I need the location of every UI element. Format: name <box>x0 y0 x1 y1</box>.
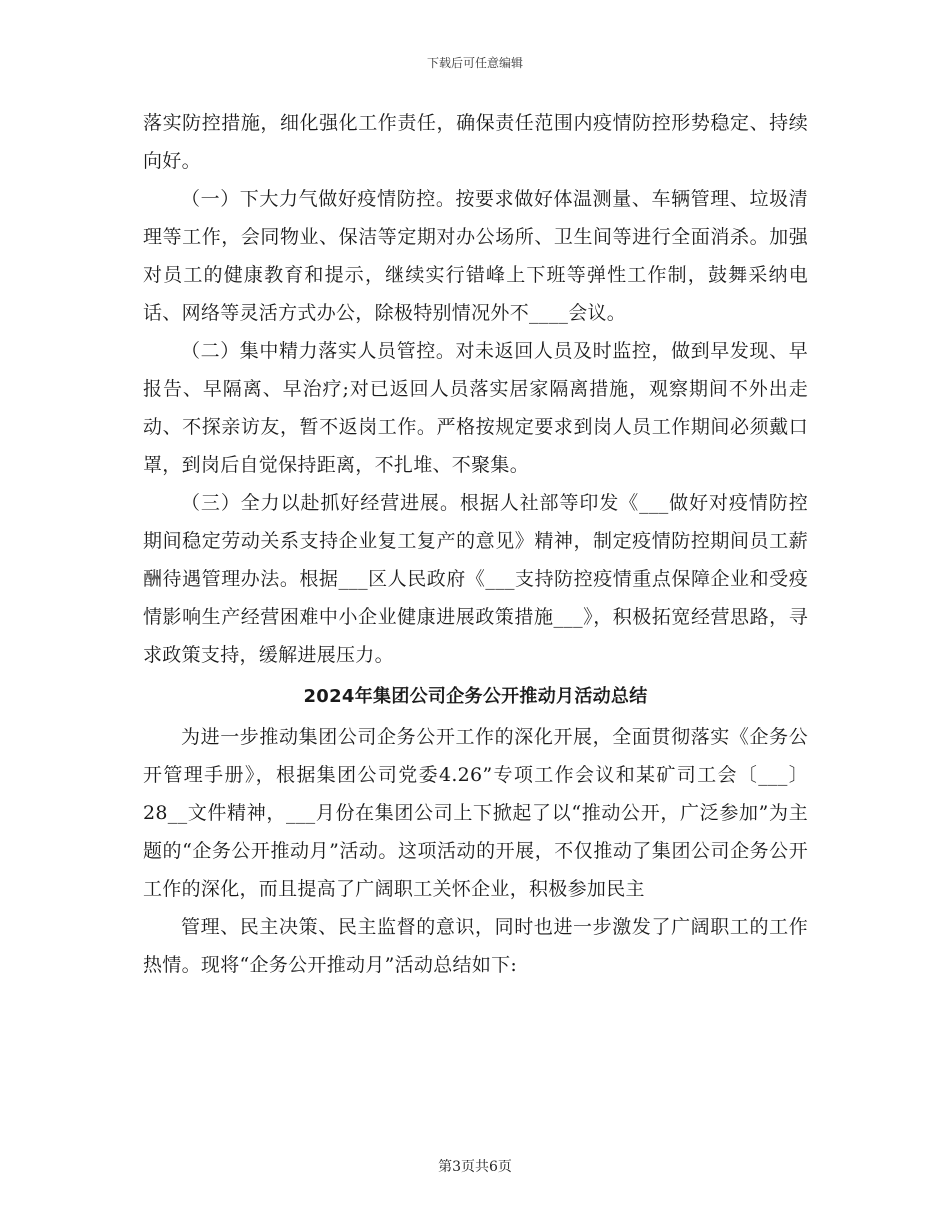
body-paragraph: （三）全力以赴抓好经营进展。根据人社部等印发《___做好对疫情防控期间稳定劳动关系支持企业复工复产的意见》精神，制定疫情防控期间员工薪酬待遇管理办法。根据___区人民政府《___支持防控疫情重点保障企业和受疫情影响生产经营困难中小企业健康进展政策措施___》，积极拓宽经营思路，寻求政策支持，缓解进展压力。 <box>143 492 808 666</box>
page-header: 下载后可任意编辑 <box>426 56 523 70</box>
body-paragraph: （一）下大力气做好疫情防控。按要求做好体温测量、车辆管理、垃圾清理等工作，会同物业、保洁等定期对办公场所、卫生间等进行全面消杀。加强对员工的健康教育和提示，继续实行错峰上下班等弹性工作制，鼓舞采纳电话、网络等灵活方式办公，除极特别情况外不____会议。 <box>143 188 808 324</box>
body-paragraph: 落实防控措施，细化强化工作责任，确保责任范围内疫情防控形势稳定、持续向好。 <box>143 112 808 172</box>
document-body <box>143 104 808 984</box>
section-paragraph: 管理、民主决策、民主监督的意识，同时也进一步激发了广阔职工的工作热情。现将“企务公开推动月”活动总结如下: <box>143 916 808 976</box>
section-title: 2024年集团公司企务公开推动月活动总结 <box>303 686 648 707</box>
page-footer: 第3页共6页 <box>438 1159 512 1175</box>
section-paragraph: 为进一步推动集团公司企务公开工作的深化开展，全面贯彻落实《企务公开管理手册》，根据集团公司党委4.26”专项工作会议和某矿司工会〔___〕28__文件精神，___月份在集团公司上下掀起了以“推动公开，广泛参加”为主题的“企务公开推动月”活动。这项活动的开展，不仅推动了集团公司企务公开工作的深化，而且提高了广阔职工关怀企业，积极参加民主 <box>143 726 808 900</box>
body-paragraph: （二）集中精力落实人员管控。对未返回人员及时监控，做到早发现、早报告、早隔离、早治疗;对已返回人员落实居家隔离措施，观察期间不外出走动、不探亲访友，暂不返岗工作。严格按规定要求到岗人员工作期间必须戴口罩，到岗后自觉保持距离，不扎堆、不聚集。 <box>143 340 808 476</box>
